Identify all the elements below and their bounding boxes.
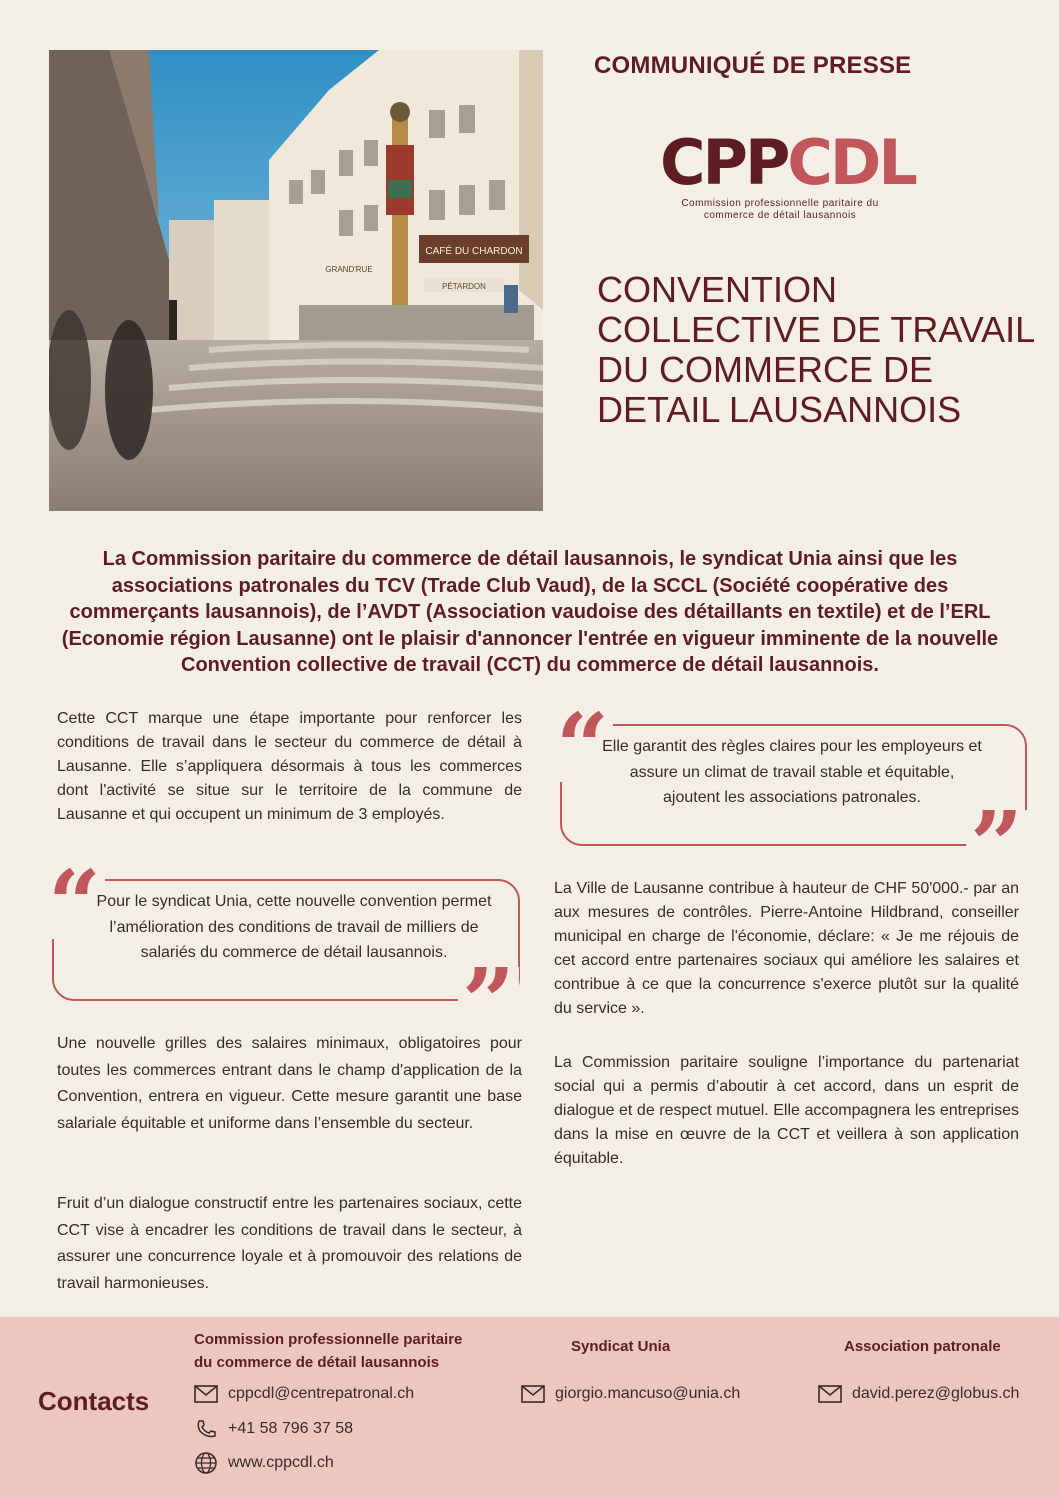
logo-subtitle-line-1: Commission professionnelle paritaire du (681, 198, 879, 209)
left-paragraph-1: Cette CCT marque une étape importante pour renforcer les conditions de travail dans le secteur du commerce de détail à Lausanne. Elle s’appliquera désormais à tous les commerces dont l'activité se situe sur le territoire de la commune de Lausanne et qui occupent un minimum de 3 employés. (57, 710, 522, 823)
cppcdl-logo (660, 126, 915, 238)
employers-quote-text: Elle garantit des règles claires pour les employeurs et assure un climat de travail stable et équitable, ajoutent les associations patronales. (602, 738, 982, 806)
title-line: DETAIL LAUSANNOIS (597, 389, 962, 430)
shop-sign-2: PÉTARDON (442, 282, 486, 291)
contact-col1-web[interactable] (194, 1451, 334, 1475)
logo-wordmark (660, 126, 915, 199)
shop-sign: CAFÉ DU CHARDON (425, 246, 523, 257)
document-title (597, 270, 1037, 430)
mail-icon (521, 1385, 545, 1403)
contact-col3-email-text[interactable]: david.perez@globus.ch (852, 1385, 1020, 1402)
shop-sign-3: GRAND'RUE (325, 265, 373, 274)
contact-col2-email-text[interactable]: giorgio.mancuso@unia.ch (555, 1385, 741, 1402)
contact-col1-web-text[interactable]: www.cppcdl.ch (228, 1454, 334, 1471)
right-paragraph-2: La Commission paritaire souligne l’importance du partenariat social qui a permis d’aboutir à cet accord, dans un esprit de dialogue et de respect mutuel. Elle accompagnera les entreprises dans la mise en œuvre de la CCT et veillera à son application équitable. (554, 1054, 1019, 1167)
logo-subtitle-line-2: commerce de détail lausannois (703, 210, 857, 221)
mail-icon (818, 1385, 842, 1403)
contact-col1-heading (194, 1328, 462, 1374)
close-quote-icon: ” (966, 810, 1027, 880)
unia-quote-text: Pour le syndicat Unia, cette nouvelle convention permet l’amélioration des conditions de travail de milliers de salariés du commerce de détail lausannois. (96, 893, 492, 961)
hero-photo (49, 50, 543, 511)
right-paragraph-1: La Ville de Lausanne contribue à hauteur de CHF 50'000.- par an aux mesures de contrôles. Pierre-Antoine Hildbrand, conseiller municipal en charge de l'économie, déclare: « Je me réjouis de cet accord entre partenaires sociaux qui améliore les salaires et contribue à ce que la concurrence s'exerce plutôt sur la qualité du service ». (554, 880, 1019, 1017)
title-line: CONVENTION (597, 269, 838, 310)
contact-col2-heading: Syndicat Unia (571, 1338, 671, 1355)
contact-col3-email[interactable] (818, 1385, 1019, 1403)
mail-icon (194, 1385, 218, 1403)
contact-col1-email-text[interactable]: cppcdl@centrepatronal.ch (228, 1385, 415, 1402)
left-paragraph-2: Une nouvelle grilles des salaires minimaux, obligatoires pour toutes les commerces entrant dans le champ d'application de la Convention, entrera en vigueur. Cette mesure garantit une base salariale équitable et uniforme dans l’ensemble du secteur. (57, 1035, 522, 1132)
logo-subtitle (660, 198, 900, 222)
employers-quote-box (556, 693, 1027, 899)
open-quote-icon: “ (552, 712, 613, 782)
close-quote-icon: ” (458, 967, 519, 1037)
contact-col1-email[interactable] (194, 1385, 414, 1403)
open-quote-icon: “ (44, 869, 105, 939)
unia-quote-box (48, 850, 520, 1056)
globe-icon (194, 1451, 218, 1475)
title-line: DU COMMERCE DE (597, 349, 934, 390)
title-line: COLLECTIVE DE TRAVAIL (597, 309, 1036, 350)
contact-col3-heading: Association patronale (844, 1338, 1001, 1355)
lead-paragraph: La Commission paritaire du commerce de détail lausannois, le syndicat Unia ainsi que les associations patronales du TCV (Trade Club Vaud), de la SCCL (Société coopérative des commerçants lausannois), de l’AVDT (Association vaudoise des détaillants en textile) et de l’ERL (Economie région Lausanne) ont le plaisir d'annoncer l'entrée en vigueur imminente de la nouvelle Convention collective de travail (CCT) du commerce de détail lausannois. (61, 548, 999, 676)
logo-cdl: CDL (787, 126, 915, 199)
left-paragraph-3: Fruit d’un dialogue constructif entre les partenaires sociaux, cette CCT vise à encadrer les conditions de travail dans le secteur, à assurer une concurrence loyale et à promouvoir des relations de travail harmonieuses. (57, 1195, 522, 1292)
contact-col1-heading-line-1: Commission professionnelle paritaire (194, 1331, 463, 1348)
phone-icon (194, 1419, 218, 1439)
press-release-label: COMMUNIQUÉ DE PRESSE (594, 52, 912, 79)
contacts-title: Contacts (38, 1386, 150, 1416)
lausanne-street-photo (49, 50, 543, 511)
contact-col1-phone-text[interactable]: +41 58 796 37 58 (228, 1420, 354, 1437)
logo-cpp: CPP (660, 126, 788, 199)
contact-col2-email[interactable] (521, 1385, 740, 1403)
contact-col1-phone[interactable] (194, 1419, 353, 1439)
contact-col1-heading-line-2: du commerce de détail lausannois (194, 1354, 440, 1371)
